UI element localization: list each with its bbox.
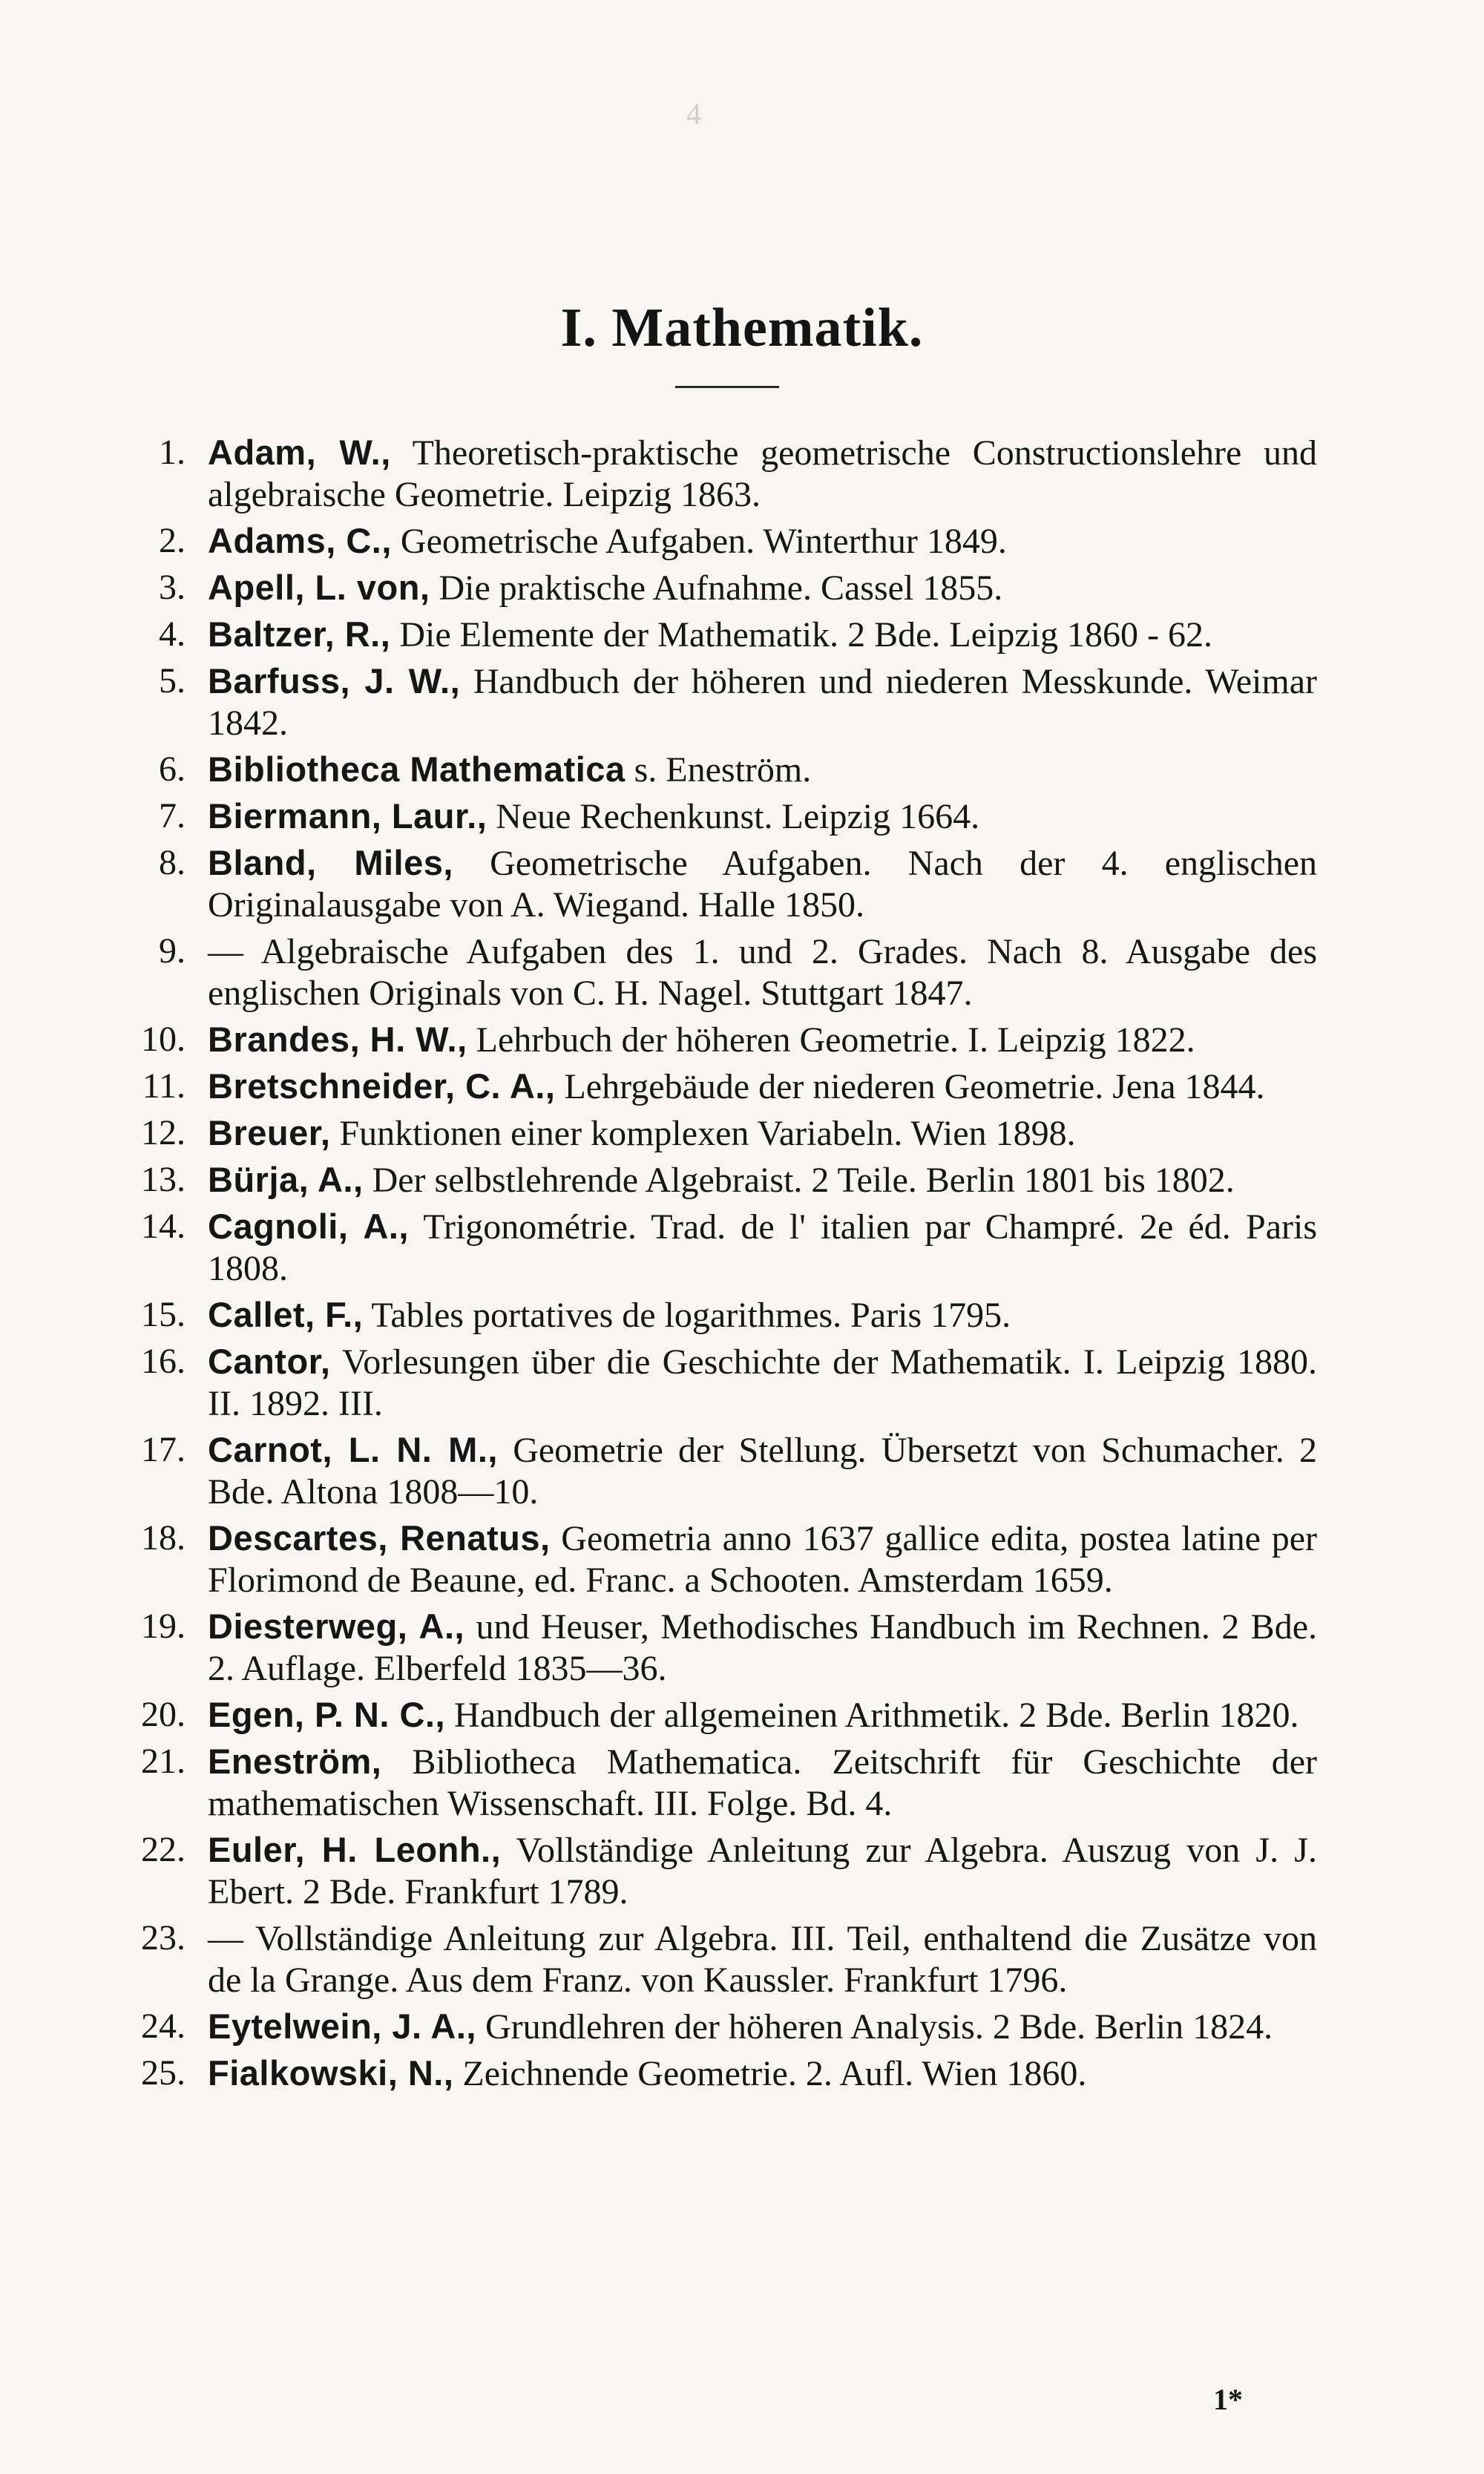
- entry-number: 1.: [159, 433, 186, 472]
- bibliography-entry: [115, 1694, 1317, 1736]
- entry-text: Funktionen einer komplexen Variabeln. Wien 1898.: [339, 1114, 1076, 1153]
- entry-text: — Vollständige Anleitung zur Algebra. III. Teil, enthaltend die Zusätze von de la Grange. Aus dem Franz. von Kaussler. Frankfurt 1796.: [208, 1919, 1317, 2000]
- bibliography-entry: [115, 1341, 1317, 1425]
- entry-text: Handbuch der höheren und niederen Messkunde. Weimar 1842.: [208, 662, 1317, 743]
- bibliography-entry: [115, 1206, 1317, 1290]
- entry-author: Bürja, A.,: [208, 1160, 364, 1199]
- entry-text: s. Eneström.: [634, 750, 812, 790]
- entry-author: Callet, F.,: [208, 1295, 364, 1334]
- entry-number: 7.: [159, 796, 186, 836]
- entry-text: Geometria anno 1637 gallice edita, postea latine per Florimond de Beaune, ed. Franc. a Schooten. Amsterdam 1659.: [208, 1519, 1318, 1600]
- entry-number: 18.: [141, 1518, 186, 1558]
- entry-text: — Algebraische Aufgaben des 1. und 2. Grades. Nach 8. Ausgabe des englischen Originals von C. H. Nagel. Stuttgart 1847.: [208, 932, 1317, 1013]
- entry-number: 11.: [142, 1066, 186, 1106]
- bibliography-entry: [115, 432, 1317, 516]
- entry-number: 17.: [141, 1430, 186, 1469]
- entry-text: Theoretisch-praktische geometrische Constructionslehre und algebraische Geometrie. Leipzig 1863.: [208, 433, 1317, 514]
- bibliography-entry: [115, 660, 1317, 744]
- bibliography-entry: [115, 1917, 1317, 2001]
- entry-number: 12.: [141, 1113, 186, 1152]
- bibliography-entry: [115, 1066, 1317, 1108]
- bibliography-list: [115, 432, 1317, 2099]
- entry-text: Die Elemente der Mathematik. 2 Bde. Leipzig 1860 - 62.: [399, 615, 1212, 654]
- entry-number: 20.: [141, 1695, 186, 1734]
- entry-number: 10.: [141, 1020, 186, 1059]
- bibliography-entry: [115, 842, 1317, 926]
- entry-number: 25.: [141, 2053, 186, 2093]
- entry-author: Carnot, L. N. M.,: [208, 1430, 498, 1469]
- signature-mark: 1*: [1213, 2383, 1243, 2416]
- entry-text: Handbuch der allgemeinen Arithmetik. 2 Bde. Berlin 1820.: [454, 1696, 1299, 1735]
- entry-author: Fialkowski, N.,: [208, 2053, 454, 2093]
- entry-number: 8.: [159, 843, 186, 882]
- entry-text: Bibliotheca Mathematica. Zeitschrift für Geschichte der mathematischen Wissenschaft. III. Folge. Bd. 4.: [208, 1742, 1318, 1823]
- entry-number: 21.: [141, 1742, 186, 1781]
- entry-number: 13.: [141, 1160, 186, 1199]
- entry-number: 14.: [141, 1207, 186, 1246]
- entry-author: Euler, H. Leonh.,: [208, 1830, 502, 1869]
- bibliography-entry: [115, 567, 1317, 609]
- bibliography-entry: [115, 1829, 1317, 1913]
- page-number-bleed: 4: [686, 97, 701, 131]
- entry-text: Vollständige Anleitung zur Algebra. Auszug von J. J. Ebert. 2 Bde. Frankfurt 1789.: [208, 1831, 1317, 1912]
- bibliography-entry: [115, 2006, 1317, 2048]
- entry-author: Diesterweg, A.,: [208, 1607, 465, 1646]
- entry-author: Adam, W.,: [208, 433, 391, 472]
- entry-author: Bland, Miles,: [208, 843, 453, 882]
- bibliography-entry: [115, 1429, 1317, 1513]
- entry-number: 15.: [141, 1295, 186, 1334]
- entry-number: 4.: [159, 614, 186, 654]
- entry-author: Adams, C.,: [208, 521, 392, 560]
- bibliography-entry: [115, 1517, 1317, 1601]
- entry-text: Geometrische Aufgaben. Nach der 4. englischen Originalausgabe von A. Wiegand. Halle 1850.: [208, 844, 1318, 925]
- bibliography-entry: [115, 1606, 1317, 1690]
- entry-number: 24.: [141, 2007, 186, 2046]
- entry-text: Vorlesungen über die Geschichte der Mathematik. I. Leipzig 1880. II. 1892. III.: [208, 1342, 1318, 1423]
- bibliography-entry: [115, 931, 1317, 1014]
- entry-text: Lehrgebäude der niederen Geometrie. Jena 1844.: [564, 1067, 1265, 1106]
- entry-text: Trigonométrie. Trad. de l' italien par Champré. 2e éd. Paris 1808.: [208, 1207, 1317, 1288]
- entry-author: Apell, L. von,: [208, 568, 430, 607]
- heading-divider: [675, 386, 779, 388]
- bibliography-entry: [115, 520, 1317, 562]
- bibliography-entry: [115, 1019, 1317, 1061]
- entry-number: 23.: [141, 1918, 186, 1958]
- entry-author: Breuer,: [208, 1113, 331, 1152]
- entry-text: Tables portatives de logarithmes. Paris 1795.: [371, 1296, 1011, 1335]
- entry-text: Zeichnende Geometrie. 2. Aufl. Wien 1860.: [462, 2054, 1087, 2093]
- entry-author: Bibliotheca Mathematica: [208, 749, 626, 789]
- entry-number: 2.: [159, 521, 186, 560]
- entry-author: Eytelwein, J. A.,: [208, 2007, 476, 2046]
- bibliography-entry: [115, 614, 1317, 656]
- entry-number: 22.: [141, 1830, 186, 1869]
- entry-author: Bretschneider, C. A.,: [208, 1066, 556, 1106]
- section-heading: I. Mathematik.: [560, 298, 924, 358]
- bibliography-entry: [115, 795, 1317, 838]
- entry-author: Brandes, H. W.,: [208, 1020, 467, 1059]
- entry-number: 19.: [141, 1607, 186, 1646]
- entry-text: Die praktische Aufnahme. Cassel 1855.: [439, 568, 1003, 608]
- entry-author: Biermann, Laur.,: [208, 796, 487, 836]
- entry-text: Der selbstlehrende Algebraist. 2 Teile. Berlin 1801 bis 1802.: [372, 1161, 1235, 1200]
- entry-author: Eneström,: [208, 1742, 382, 1781]
- entry-text: Grundlehren der höheren Analysis. 2 Bde. Berlin 1824.: [485, 2007, 1273, 2047]
- bibliography-entry: [115, 749, 1317, 791]
- entry-author: Cantor,: [208, 1342, 331, 1381]
- entry-text: und Heuser, Methodisches Handbuch im Rechnen. 2 Bde. 2. Auflage. Elberfeld 1835—36.: [208, 1607, 1318, 1688]
- entry-number: 6.: [159, 749, 186, 789]
- entry-number: 5.: [159, 661, 186, 700]
- entry-author: Cagnoli, A.,: [208, 1207, 409, 1246]
- entry-author: Barfuss, J. W.,: [208, 661, 461, 700]
- bibliography-entry: [115, 1112, 1317, 1155]
- entry-number: 9.: [159, 931, 186, 971]
- entry-text: Lehrbuch der höheren Geometrie. I. Leipzig 1822.: [476, 1020, 1195, 1060]
- bibliography-entry: [115, 1294, 1317, 1336]
- entry-text: Geometrie der Stellung. Übersetzt von Schumacher. 2 Bde. Altona 1808—10.: [208, 1431, 1317, 1512]
- bibliography-entry: [115, 1159, 1317, 1201]
- bibliography-entry: [115, 2053, 1317, 2095]
- entry-text: Neue Rechenkunst. Leipzig 1664.: [496, 797, 980, 836]
- entry-number: 16.: [141, 1342, 186, 1381]
- entry-text: Geometrische Aufgaben. Winterthur 1849.: [400, 522, 1007, 561]
- entry-author: Baltzer, R.,: [208, 614, 391, 654]
- entry-number: 3.: [159, 568, 186, 607]
- bibliography-entry: [115, 1741, 1317, 1825]
- entry-author: Egen, P. N. C.,: [208, 1695, 446, 1734]
- entry-author: Descartes, Renatus,: [208, 1518, 551, 1558]
